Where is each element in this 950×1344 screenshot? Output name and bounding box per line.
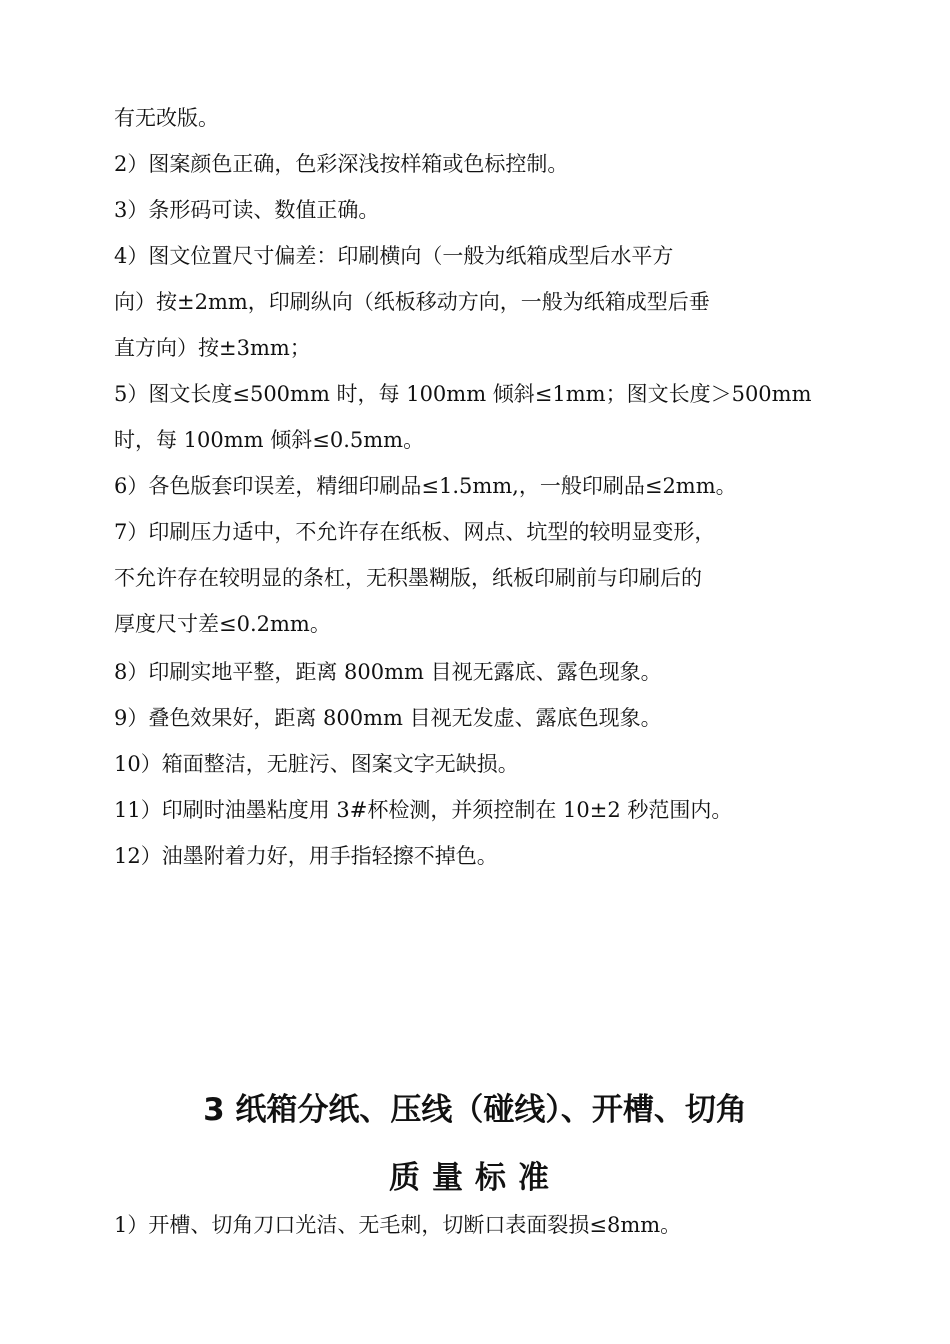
text-line-15: 10）箱面整洁，无脏污、图案文字无缺损。: [114, 752, 519, 776]
text-line-3: 3）条形码可读、数值正确。: [114, 198, 380, 222]
text-line-13: 8）印刷实地平整，距离 800mm 目视无露底、露色现象。: [114, 660, 662, 684]
text-line-8: 时，每 100mm 倾斜≤0.5mm。: [114, 428, 425, 452]
text-line-5: 向）按±2mm，印刷纵向（纸板移动方向，一般为纸箱成型后垂: [114, 290, 710, 314]
text-line-4: 4）图文位置尺寸偏差：印刷横向（一般为纸箱成型后水平方: [114, 244, 674, 268]
section-title: 3 纸箱分纸、压线（碰线）、开槽、切角: [203, 1092, 747, 1128]
text-line-9: 6）各色版套印误差，精细印刷品≤1.5mm,，一般印刷品≤2mm。: [114, 474, 737, 498]
text-line-17: 12）油墨附着力好，用手指轻擦不掉色。: [114, 844, 498, 868]
text-line-1: 有无改版。: [114, 106, 219, 130]
text-line-14: 9）叠色效果好，距离 800mm 目视无发虚、露底色现象。: [114, 706, 662, 730]
text-line-7: 5）图文长度≤500mm 时，每 100mm 倾斜≤1mm；图文长度＞500mm: [114, 382, 812, 406]
text-line-10: 7）印刷压力适中，不允许存在纸板、网点、坑型的较明显变形，: [114, 520, 716, 544]
text-line-2: 2）图案颜色正确，色彩深浅按样箱或色标控制。: [114, 152, 569, 176]
section-subtitle: 质量标准: [389, 1160, 561, 1196]
text-line-11: 不允许存在较明显的条杠，无积墨糊版，纸板印刷前与印刷后的: [114, 566, 702, 590]
section-item-1: 1）开槽、切角刀口光洁、无毛刺，切断口表面裂损≤8mm。: [114, 1213, 682, 1237]
text-line-6: 直方向）按±3mm；: [114, 336, 311, 360]
text-line-16: 11）印刷时油墨粘度用 3#杯检测，并须控制在 10±2 秒范围内。: [114, 798, 733, 822]
text-line-12: 厚度尺寸差≤0.2mm。: [114, 612, 331, 636]
